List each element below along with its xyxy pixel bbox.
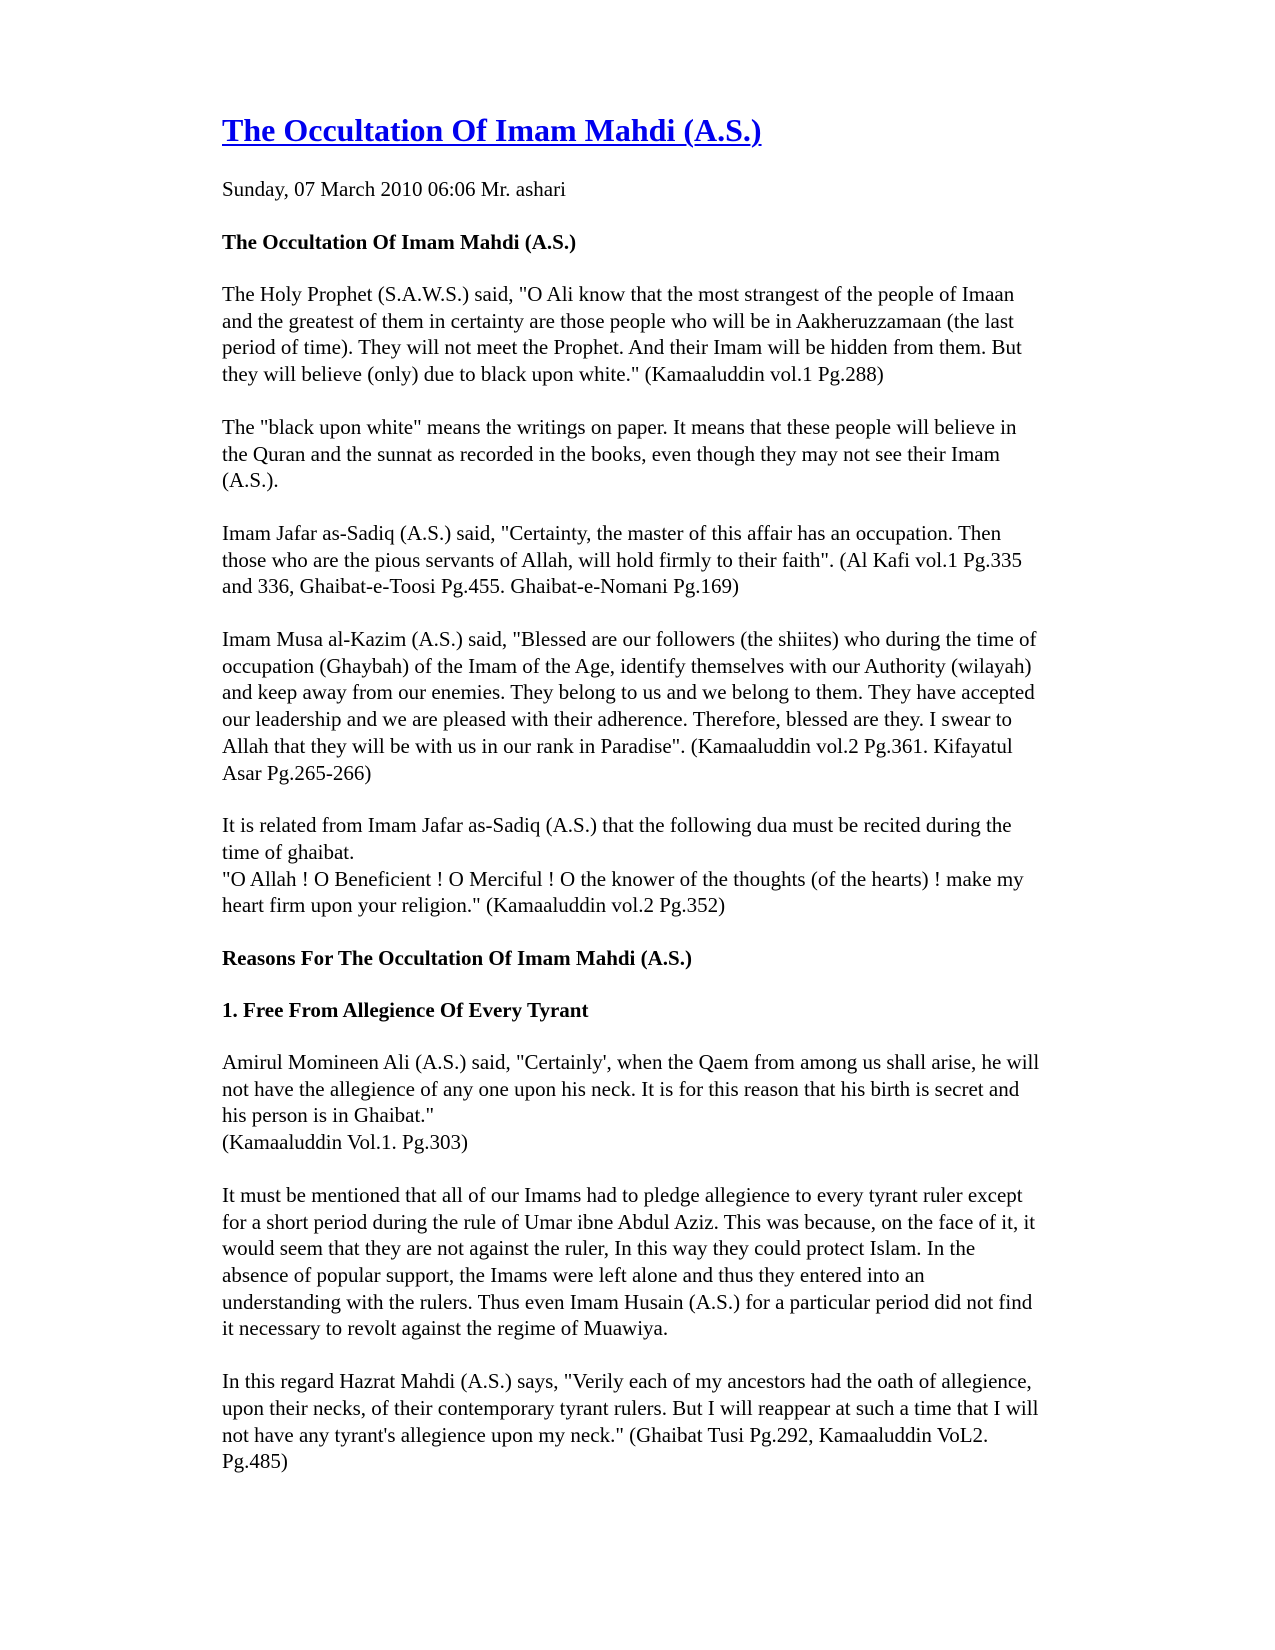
paragraph-8 xyxy=(222,1368,1142,1475)
text-line: absence of popular support, the Imams were left alone and thus they entered into an xyxy=(222,1262,925,1287)
text-line: It must be mentioned that all of our Imams had to pledge allegience to every tyrant ruler except xyxy=(222,1182,1023,1207)
text-line: the Quran and the sunnat as recorded in the books, even though they may not see their Imam xyxy=(222,441,1000,466)
text-line: Allah that they will be with us in our rank in Paradise". (Kamaaluddin vol.2 Pg.361. Kifayatul xyxy=(222,733,1013,758)
text-line: Imam Musa al-Kazim (A.S.) said, "Blessed are our followers (the shiites) who during the time of xyxy=(222,627,1037,652)
text-line: not have any tyrant's allegience upon my neck." (Ghaibat Tusi Pg.292, Kamaaluddin VoL2. xyxy=(222,1422,989,1447)
text-line: and keep away from our enemies. They belong to us and we belong to them. They have accepted xyxy=(222,680,1035,705)
text-line: Amirul Momineen Ali (A.S.) said, "Certainly', when the Qaem from among us shall arise, he will xyxy=(222,1050,1040,1075)
text-line: The Holy Prophet (S.A.W.S.) said, "O Ali know that the most strangest of the people of Imaan xyxy=(222,282,1015,306)
paragraph-7 xyxy=(222,1182,1142,1342)
text-line: "O Allah ! O Beneficient ! O Merciful ! O the knower of the thoughts (of the hearts) ! make my xyxy=(222,866,1024,891)
text-line: occupation (Ghaybah) of the Imam of the Age, identify themselves with our Authority (wilayah) xyxy=(222,653,1032,678)
text-line: It is related from Imam Jafar as-Sadiq (A.S.) that the following dua must be recited during the xyxy=(222,813,1012,838)
text-line: understanding with the rulers. Thus even Imam Husain (A.S.) for a particular period did not find xyxy=(222,1289,1033,1314)
text-line: In this regard Hazrat Mahdi (A.S.) says, "Verily each of my ancestors had the oath of allegience, xyxy=(222,1369,1032,1394)
text-line: would seem that they are not against the ruler, In this way they could protect Islam. In the xyxy=(222,1236,976,1261)
text-line: (Kamaaluddin Vol.1. Pg.303) xyxy=(222,1130,468,1155)
text-line: Imam Jafar as-Sadiq (A.S.) said, "Certainty, the master of this affair has an occupation. Then xyxy=(222,520,1002,545)
section-heading-1: 1. Free From Allegience Of Every Tyrant xyxy=(222,998,589,1023)
text-line: heart firm upon your religion." (Kamaaluddin vol.2 Pg.352) xyxy=(222,893,726,918)
text-line: those who are the pious servants of Allah, will hold firmly to their faith". (Al Kafi vol.1 Pg.335 xyxy=(222,547,1023,572)
paragraph-5 xyxy=(222,812,1142,919)
paragraph-1 xyxy=(222,281,1142,388)
text-line: our leadership and we are pleased with their adherence. Therefore, blessed are they. I swear to xyxy=(222,707,1013,732)
paragraph-2 xyxy=(222,414,1142,494)
text-line: time of ghaibat. xyxy=(222,839,355,864)
section-heading-reasons: Reasons For The Occultation Of Imam Mahdi (A.S.) xyxy=(222,946,692,971)
text-line: for a short period during the rule of Umar ibne Abdul Aziz. This was because, on the face of it, it xyxy=(222,1209,1036,1234)
article-meta: Sunday, 07 March 2010 06:06 Mr. ashari xyxy=(222,177,566,201)
text-line: upon their necks, of their contemporary tyrant rulers. But I will reappear at such a time that I will xyxy=(222,1395,1039,1420)
text-line: and the greatest of them in certainty are those people who will be in Aakheruzzamaan (the last xyxy=(222,308,1014,333)
text-line: not have the allegience of any one upon his neck. It is for this reason that his birth is secret and xyxy=(222,1076,1020,1101)
text-line: The "black upon white" means the writings on paper. It means that these people will believe in xyxy=(222,414,1017,439)
text-line: period of time). They will not meet the Prophet. And their Imam will be hidden from them. But xyxy=(222,335,1022,360)
paragraph-4 xyxy=(222,626,1142,786)
text-line: they will believe (only) due to black upon white." (Kamaaluddin vol.1 Pg.288) xyxy=(222,362,884,387)
text-line: Asar Pg.265-266) xyxy=(222,760,372,785)
text-line: Pg.485) xyxy=(222,1449,288,1474)
article xyxy=(222,106,1142,1501)
article-subtitle: The Occultation Of Imam Mahdi (A.S.) xyxy=(222,230,577,254)
text-line: his person is in Ghaibat." xyxy=(222,1103,435,1128)
text-line: and 336, Ghaibat-e-Toosi Pg.455. Ghaibat-e-Nomani Pg.169) xyxy=(222,574,740,599)
text-line: it necessary to revolt against the regime of Muawiya. xyxy=(222,1316,669,1341)
article-title-link[interactable]: The Occultation Of Imam Mahdi (A.S.) xyxy=(222,112,762,148)
text-line: (A.S.). xyxy=(222,468,279,493)
paragraph-6 xyxy=(222,1049,1142,1156)
paragraph-3 xyxy=(222,520,1142,600)
